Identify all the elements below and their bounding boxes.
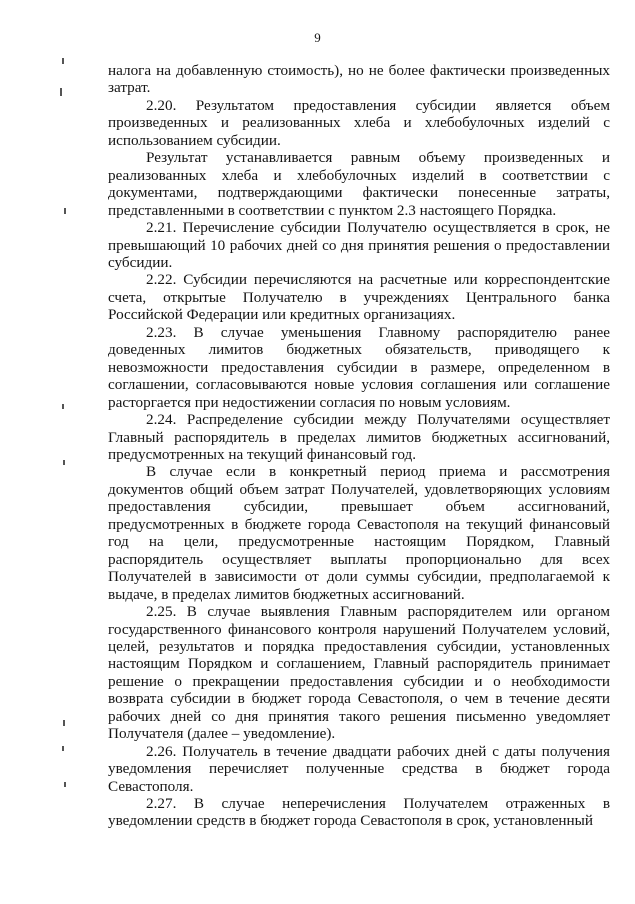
paragraph-result: Результат устанавливается равным объему произведенных и реализованных хлеба и хлебобулочных изделий в соответствии с документами, подтверждающими фактически понесенные затраты, представленными в соответствии с пунктом 2.3 настоящего Порядка. xyxy=(108,149,610,219)
scan-mark xyxy=(64,782,66,787)
scan-mark xyxy=(64,208,66,214)
scan-mark xyxy=(60,88,62,96)
paragraph-continuation: налога на добавленную стоимость), но не более фактически произведенных затрат. xyxy=(108,62,610,97)
scan-mark xyxy=(62,746,64,751)
paragraph-2-27: 2.27. В случае неперечисления Получателем отраженных в уведомлении средств в бюджет города Севастополя в срок, установленный xyxy=(108,795,610,830)
scan-mark xyxy=(63,720,65,726)
scan-mark xyxy=(63,460,65,465)
paragraph-2-23: 2.23. В случае уменьшения Главному распорядителю ранее доведенных лимитов бюджетных обязательств, приводящего к невозможности предоставления субсидии в размере, определенном в соглашении, согласовываются новые условия соглашения или соглашение расторгается при недостижении согласия по новым условиям. xyxy=(108,323,610,411)
paragraph-2-21: 2.21. Перечисление субсидии Получателю осуществляется в срок, не превышающий 10 рабочих дней со дня принятия решения о предоставлении субсидии. xyxy=(108,219,610,271)
paragraph-2-24: 2.24. Распределение субсидии между Получателями осуществляет Главный распорядитель в пределах лимитов бюджетных ассигнований, предусмотренных на текущий финансовый год. xyxy=(108,411,610,463)
paragraph-2-26: 2.26. Получатель в течение двадцати рабочих дней с даты получения уведомления перечисляет полученные средства в бюджет города Севастополя. xyxy=(108,742,610,795)
paragraph-2-20: 2.20. Результатом предоставления субсидии является объем произведенных и реализованных хлеба и хлебобулочных изделий с использованием субсидии. xyxy=(108,96,610,149)
paragraph-2-25: 2.25. В случае выявления Главным распорядителем или органом государственного финансового контроля нарушений Получателем условий, целей, результатов и порядка предоставления субсидии, установленных настоящим Порядком и соглашением, Главный распорядитель принимает решение о прекращении предоставления субсидии и о необходимости возврата субсидии в бюджет города Севастополя, о чем в течение десяти рабочих дней со дня принятия такого решения письменно уведомляет Получателя (далее – уведомление). xyxy=(108,603,610,743)
scan-mark xyxy=(62,58,64,64)
page-number: 9 xyxy=(314,30,321,45)
scan-mark xyxy=(62,404,64,409)
document-body xyxy=(108,62,610,830)
paragraph-proportional: В случае если в конкретный период приема и рассмотрения документов общий объем затрат Получателей, удовлетворяющих условиям предоставления субсидии, превышает объем ассигнований, предусмотренных в бюджете города Севастополя на текущий финансовый год на цели, предусмотренные настоящим Порядком, Главный распорядитель осуществляет выплаты пропорционально для всех Получателей в зависимости от доли суммы субсидии, предполагаемой к выдаче, в пределах лимитов бюджетных ассигнований. xyxy=(108,463,610,603)
paragraph-2-22: 2.22. Субсидии перечисляются на расчетные или корреспондентские счета, открытые Получателю в учреждениях Центрального банка Российской Федерации или кредитных организациях. xyxy=(108,271,610,324)
